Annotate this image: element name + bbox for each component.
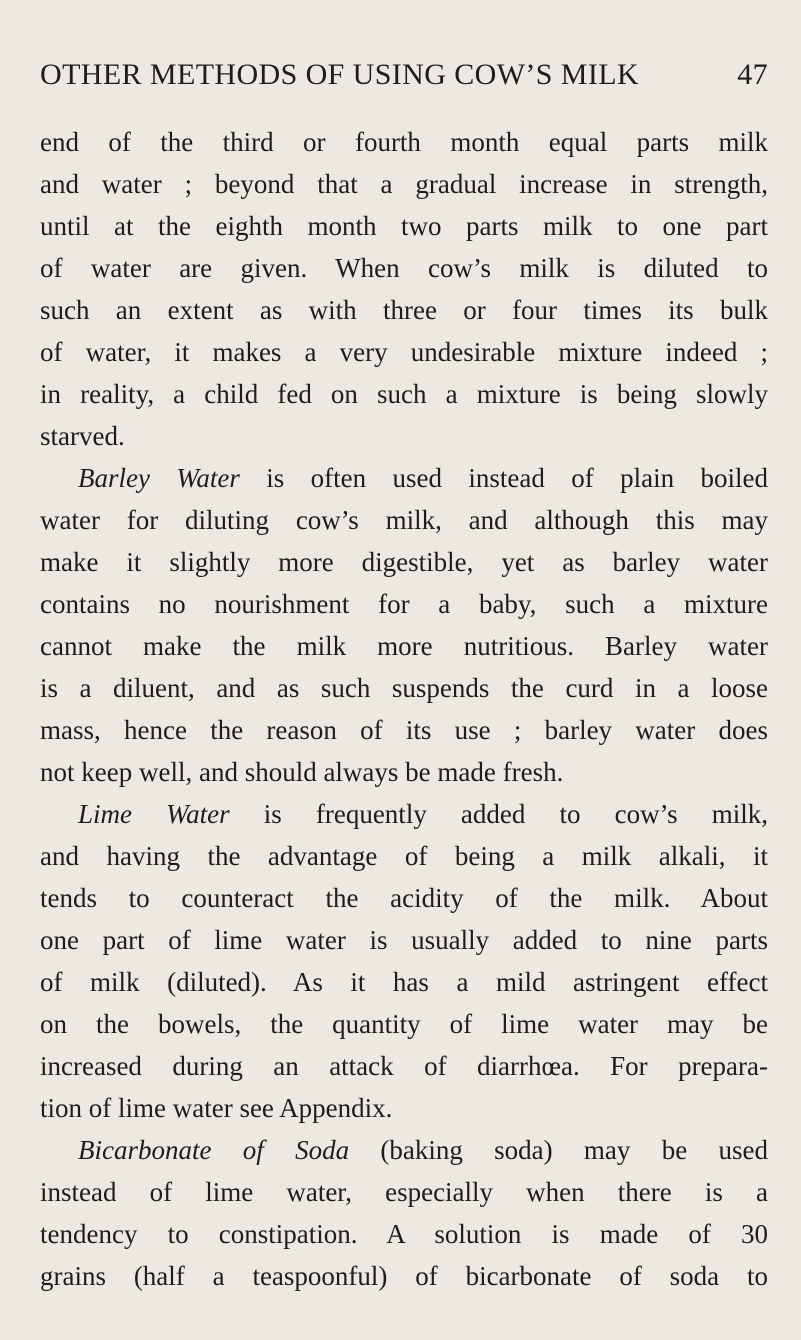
- text-line: end of the third or fourth month equal parts milk: [40, 127, 768, 157]
- text-line: cannot make the milk more nutritious. Barley water: [40, 631, 768, 661]
- text-line: starved.: [40, 421, 125, 451]
- text-line: of milk (diluted). As it has a mild astringent effect: [40, 967, 768, 997]
- text-line: of water, it makes a very undesirable mixture indeed ;: [40, 337, 768, 367]
- text-line: not keep well, and should always be made fresh.: [40, 757, 564, 787]
- text-span: is often used instead of plain boiled: [239, 463, 769, 493]
- text-line: one part of lime water is usually added to nine parts: [40, 925, 768, 955]
- text-line: such an extent as with three or four times its bulk: [40, 295, 768, 325]
- paragraph-lime-water-start: [40, 793, 768, 835]
- text-line: and water ; beyond that a gradual increase in strength,: [40, 169, 768, 199]
- text-line: water for diluting cow’s milk, and although this may: [40, 505, 768, 535]
- text-line: until at the eighth month two parts milk to one part: [40, 211, 768, 241]
- term-barley-water: Barley Water: [78, 463, 240, 493]
- text-line: tends to counteract the acidity of the milk. About: [40, 883, 768, 913]
- text-line: in reality, a child fed on such a mixture is being slowly: [40, 379, 768, 409]
- text-line: instead of lime water, especially when there is a: [40, 1177, 768, 1207]
- text-line: and having the advantage of being a milk alkali, it: [40, 841, 768, 871]
- page-number: 47: [737, 58, 768, 91]
- term-bicarbonate-of-soda: Bicarbonate of Soda: [78, 1135, 350, 1165]
- paragraph-barley-water-start: [40, 457, 768, 499]
- text-line: contains no nourishment for a baby, such a mixture: [40, 589, 768, 619]
- term-lime-water: Lime Water: [78, 799, 230, 829]
- text-line: is a diluent, and as such suspends the curd in a loose: [40, 673, 768, 703]
- text-span: is frequently added to cow’s milk,: [229, 799, 768, 829]
- text-line: increased during an attack of diarrhœa. For prepara-: [40, 1051, 768, 1081]
- running-title: OTHER METHODS OF USING COW’S MILK: [40, 58, 640, 91]
- text-line: make it slightly more digestible, yet as barley water: [40, 547, 768, 577]
- text-span: (baking soda) may be used: [349, 1135, 768, 1165]
- text-line: tion of lime water see Appendix.: [40, 1093, 393, 1123]
- paragraph-bicarbonate-start: [40, 1129, 768, 1171]
- text-line: tendency to constipation. A solution is made of 30: [40, 1219, 768, 1249]
- text-line: of water are given. When cow’s milk is diluted to: [40, 253, 768, 283]
- running-header: [40, 58, 768, 92]
- text-line: on the bowels, the quantity of lime water may be: [40, 1009, 768, 1039]
- text-line: grains (half a teaspoonful) of bicarbonate of soda to: [40, 1261, 768, 1291]
- text-line: mass, hence the reason of its use ; barley water does: [40, 715, 768, 745]
